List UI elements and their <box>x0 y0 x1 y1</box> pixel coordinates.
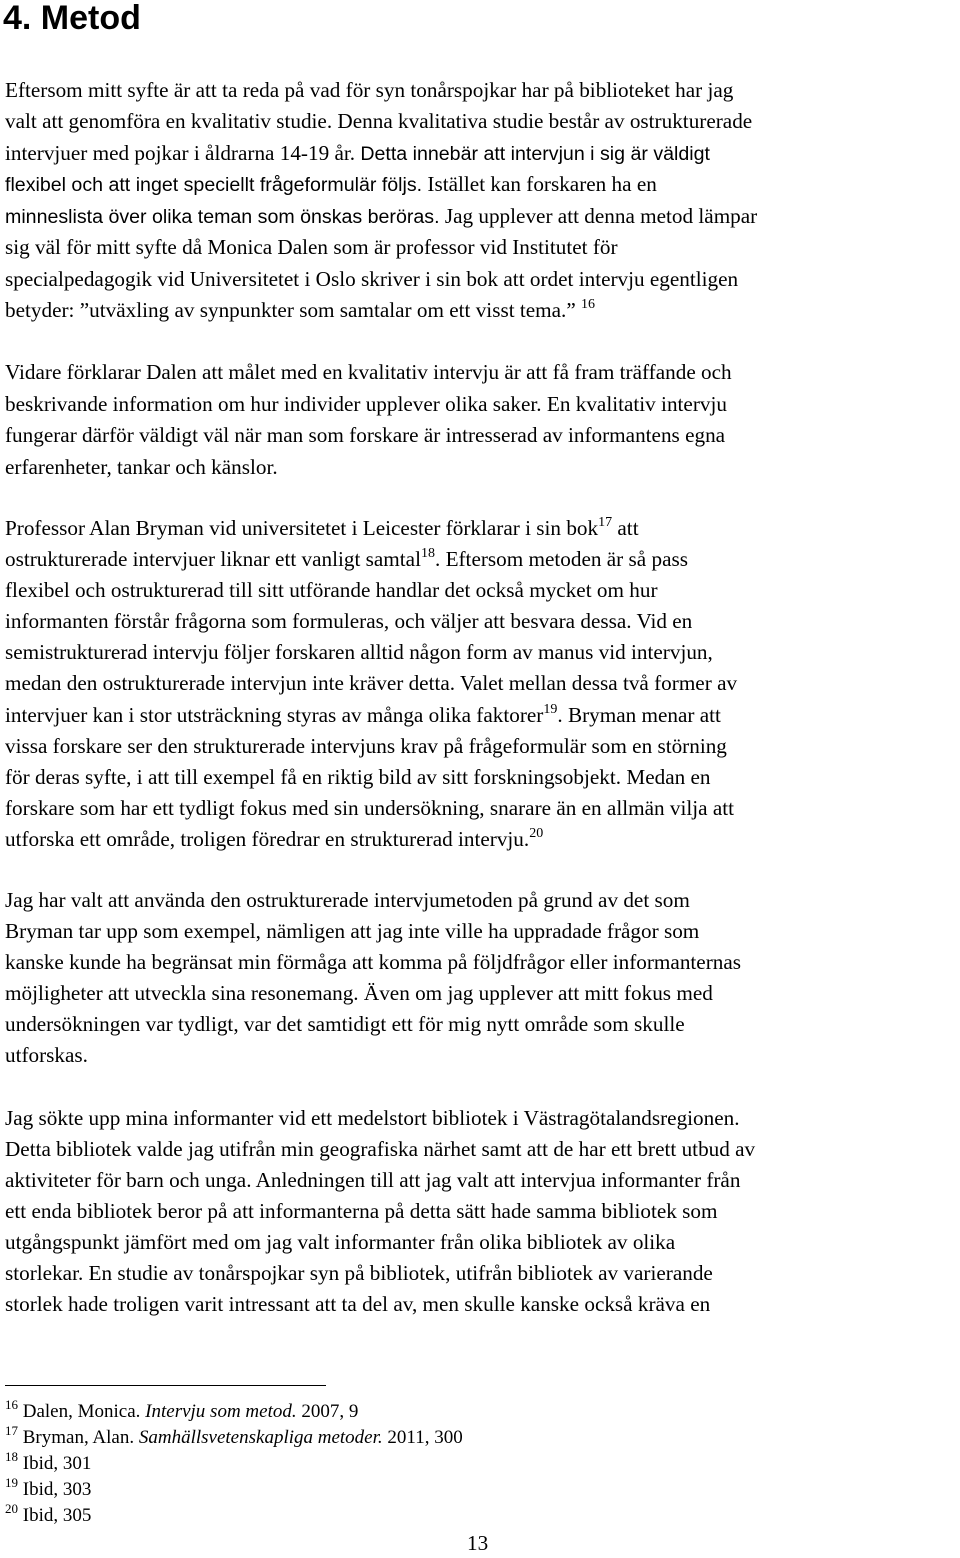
text-span: minneslista över olika teman som önskas beröras. <box>5 206 440 228</box>
text-line: utgångspunkt jämfört med om jag valt informanter från olika bibliotek av olika <box>5 1230 676 1254</box>
text-line: kanske kunde ha begränsat min förmåga att komma på följdfrågor eller informanternas <box>5 950 741 974</box>
text-line: undersökningen var tydligt, var det samtidigt ett för mig nytt område som skulle <box>5 1012 685 1036</box>
footnote-ref: 16 <box>581 297 596 312</box>
text-span: intervjuer med pojkar i åldrarna 14-19 år. <box>5 141 361 165</box>
text-span: Detta innebär att intervjun i sig är väldigt <box>360 143 710 165</box>
text-line: flexibel och ostrukturerad till sitt utförande handlar det också mycket om hur <box>5 578 658 602</box>
page-number: 13 <box>467 1531 489 1555</box>
text-line: Jag har valt att använda den ostrukturerade intervjumetoden på grund av det som <box>5 888 690 912</box>
footnote-text: 2007, 9 <box>296 1401 359 1422</box>
text-line: utforskas. <box>5 1043 88 1067</box>
text-line: informanten förstår frågorna som formuleras, och väljer att besvara dessa. Vid en <box>5 609 693 633</box>
text-line <box>5 544 688 574</box>
text-line: för deras syfte, i att till exempel få en riktig bild av sitt forskningsobjekt. Medan en <box>5 765 711 789</box>
footnote-title: Samhällsvetenskapliga metoder. <box>138 1427 383 1448</box>
footnote-text: Ibid, 303 <box>18 1479 92 1500</box>
footnote-text: Bryman, Alan. <box>18 1427 139 1448</box>
text-span: Jag upplever att denna metod lämpar <box>439 204 758 228</box>
text-line <box>5 824 543 854</box>
text-line: möjligheter att utveckla sina resonemang. Även om jag upplever att mitt fokus med <box>5 981 713 1005</box>
text-line: storlekar. En studie av tonårspojkar syn på bibliotek, utifrån bibliotek av varierande <box>5 1261 713 1285</box>
text-line: Bryman tar upp som exempel, nämligen att jag inte ville ha uppradade frågor som <box>5 919 700 943</box>
footnote-ref: 20 <box>529 826 544 841</box>
footnote-ref: 19 <box>543 702 558 717</box>
text-line <box>5 138 710 169</box>
text-span: att <box>612 516 639 540</box>
footnote-number: 17 <box>5 1423 18 1438</box>
text-line: valt att genomföra en kvalitativ studie. Denna kvalitativa studie består av ostrukturerade <box>5 109 753 133</box>
text-line <box>5 295 595 325</box>
text-line <box>5 513 639 543</box>
text-line: sig väl för mitt syfte då Monica Dalen som är professor vid Institutet för <box>5 235 618 259</box>
text-span: intervjuer kan i stor utsträckning styras av många olika faktorer <box>5 703 544 727</box>
text-line: Jag sökte upp mina informanter vid ett medelstort bibliotek i Västragötalandsregionen. <box>5 1106 740 1130</box>
footnote <box>5 1399 358 1425</box>
footnote <box>5 1477 91 1503</box>
footnote-ref: 17 <box>598 515 613 530</box>
text-line: medan den ostrukturerade intervjun inte kräver detta. Valet mellan dessa två former av <box>5 671 738 695</box>
text-span: . Bryman menar att <box>557 703 721 727</box>
footnote-divider <box>5 1385 326 1386</box>
footnote-number: 20 <box>5 1501 18 1516</box>
text-line: beskrivande information om hur individer upplever olika saker. En kvalitativ intervju <box>5 392 727 416</box>
footnote-text: Ibid, 301 <box>18 1453 92 1474</box>
section-heading: 4. Metod <box>3 0 141 37</box>
footnote-number: 16 <box>5 1397 18 1412</box>
text-line: Detta bibliotek valde jag utifrån min geografiska närhet samt att de har ett brett utbud av <box>5 1137 756 1161</box>
footnote <box>5 1425 463 1451</box>
footnote-text: Dalen, Monica. <box>18 1401 146 1422</box>
text-line: vissa forskare ser den strukturerade intervjuns krav på frågeformulär som en störning <box>5 734 727 758</box>
text-span: . Eftersom metoden är så pass <box>434 547 688 571</box>
footnote-ref: 18 <box>420 546 435 561</box>
text-line: erfarenheter, tankar och känslor. <box>5 455 278 479</box>
footnote <box>5 1503 91 1529</box>
text-span: utforska ett område, troligen föredrar en strukturerad intervju. <box>5 827 530 851</box>
text-line: semistrukturerad intervju följer forskaren alltid någon form av manus vid intervjun, <box>5 640 713 664</box>
text-line: forskare som har ett tydligt fokus med sin undersökning, snarare än en allmän vilja att <box>5 796 735 820</box>
text-line: specialpedagogik vid Universitetet i Oslo skriver i sin bok att ordet intervju egentligen <box>5 267 739 291</box>
text-line: aktiviteter för barn och unga. Anledningen till att jag valt att intervjua informanter från <box>5 1168 741 1192</box>
footnote-text: Ibid, 305 <box>18 1505 92 1526</box>
text-span: flexibel och att inget speciellt frågeformulär följs. <box>5 174 423 196</box>
footnote-title: Intervju som metod. <box>145 1401 297 1422</box>
footnote <box>5 1451 91 1477</box>
text-line: fungerar därför väldigt väl när man som forskare är intresserad av informantens egna <box>5 423 726 447</box>
text-line: ett enda bibliotek beror på att informanterna på detta sätt hade samma bibliotek som <box>5 1199 718 1223</box>
footnote-number: 19 <box>5 1475 18 1490</box>
text-span: Professor Alan Bryman vid universitetet i Leicester förklarar i sin bok <box>5 516 599 540</box>
text-line: storlek hade troligen varit intressant att ta del av, men skulle kanske också kräva en <box>5 1292 711 1316</box>
text-line: Eftersom mitt syfte är att ta reda på vad för syn tonårspojkar har på biblioteket har jag <box>5 78 734 102</box>
text-line <box>5 201 757 232</box>
text-line <box>5 169 657 200</box>
text-span: betyder: ”utväxling av synpunkter som samtalar om ett visst tema.” <box>5 298 576 322</box>
footnote-number: 18 <box>5 1449 18 1464</box>
text-line <box>5 700 721 730</box>
text-span: ostrukturerade intervjuer liknar ett vanligt samtal <box>5 547 421 571</box>
text-line: Vidare förklarar Dalen att målet med en kvalitativ intervju är att få fram träffande och <box>5 360 732 384</box>
footnote-text: 2011, 300 <box>382 1427 463 1448</box>
text-span: Istället kan forskaren ha en <box>422 172 657 196</box>
